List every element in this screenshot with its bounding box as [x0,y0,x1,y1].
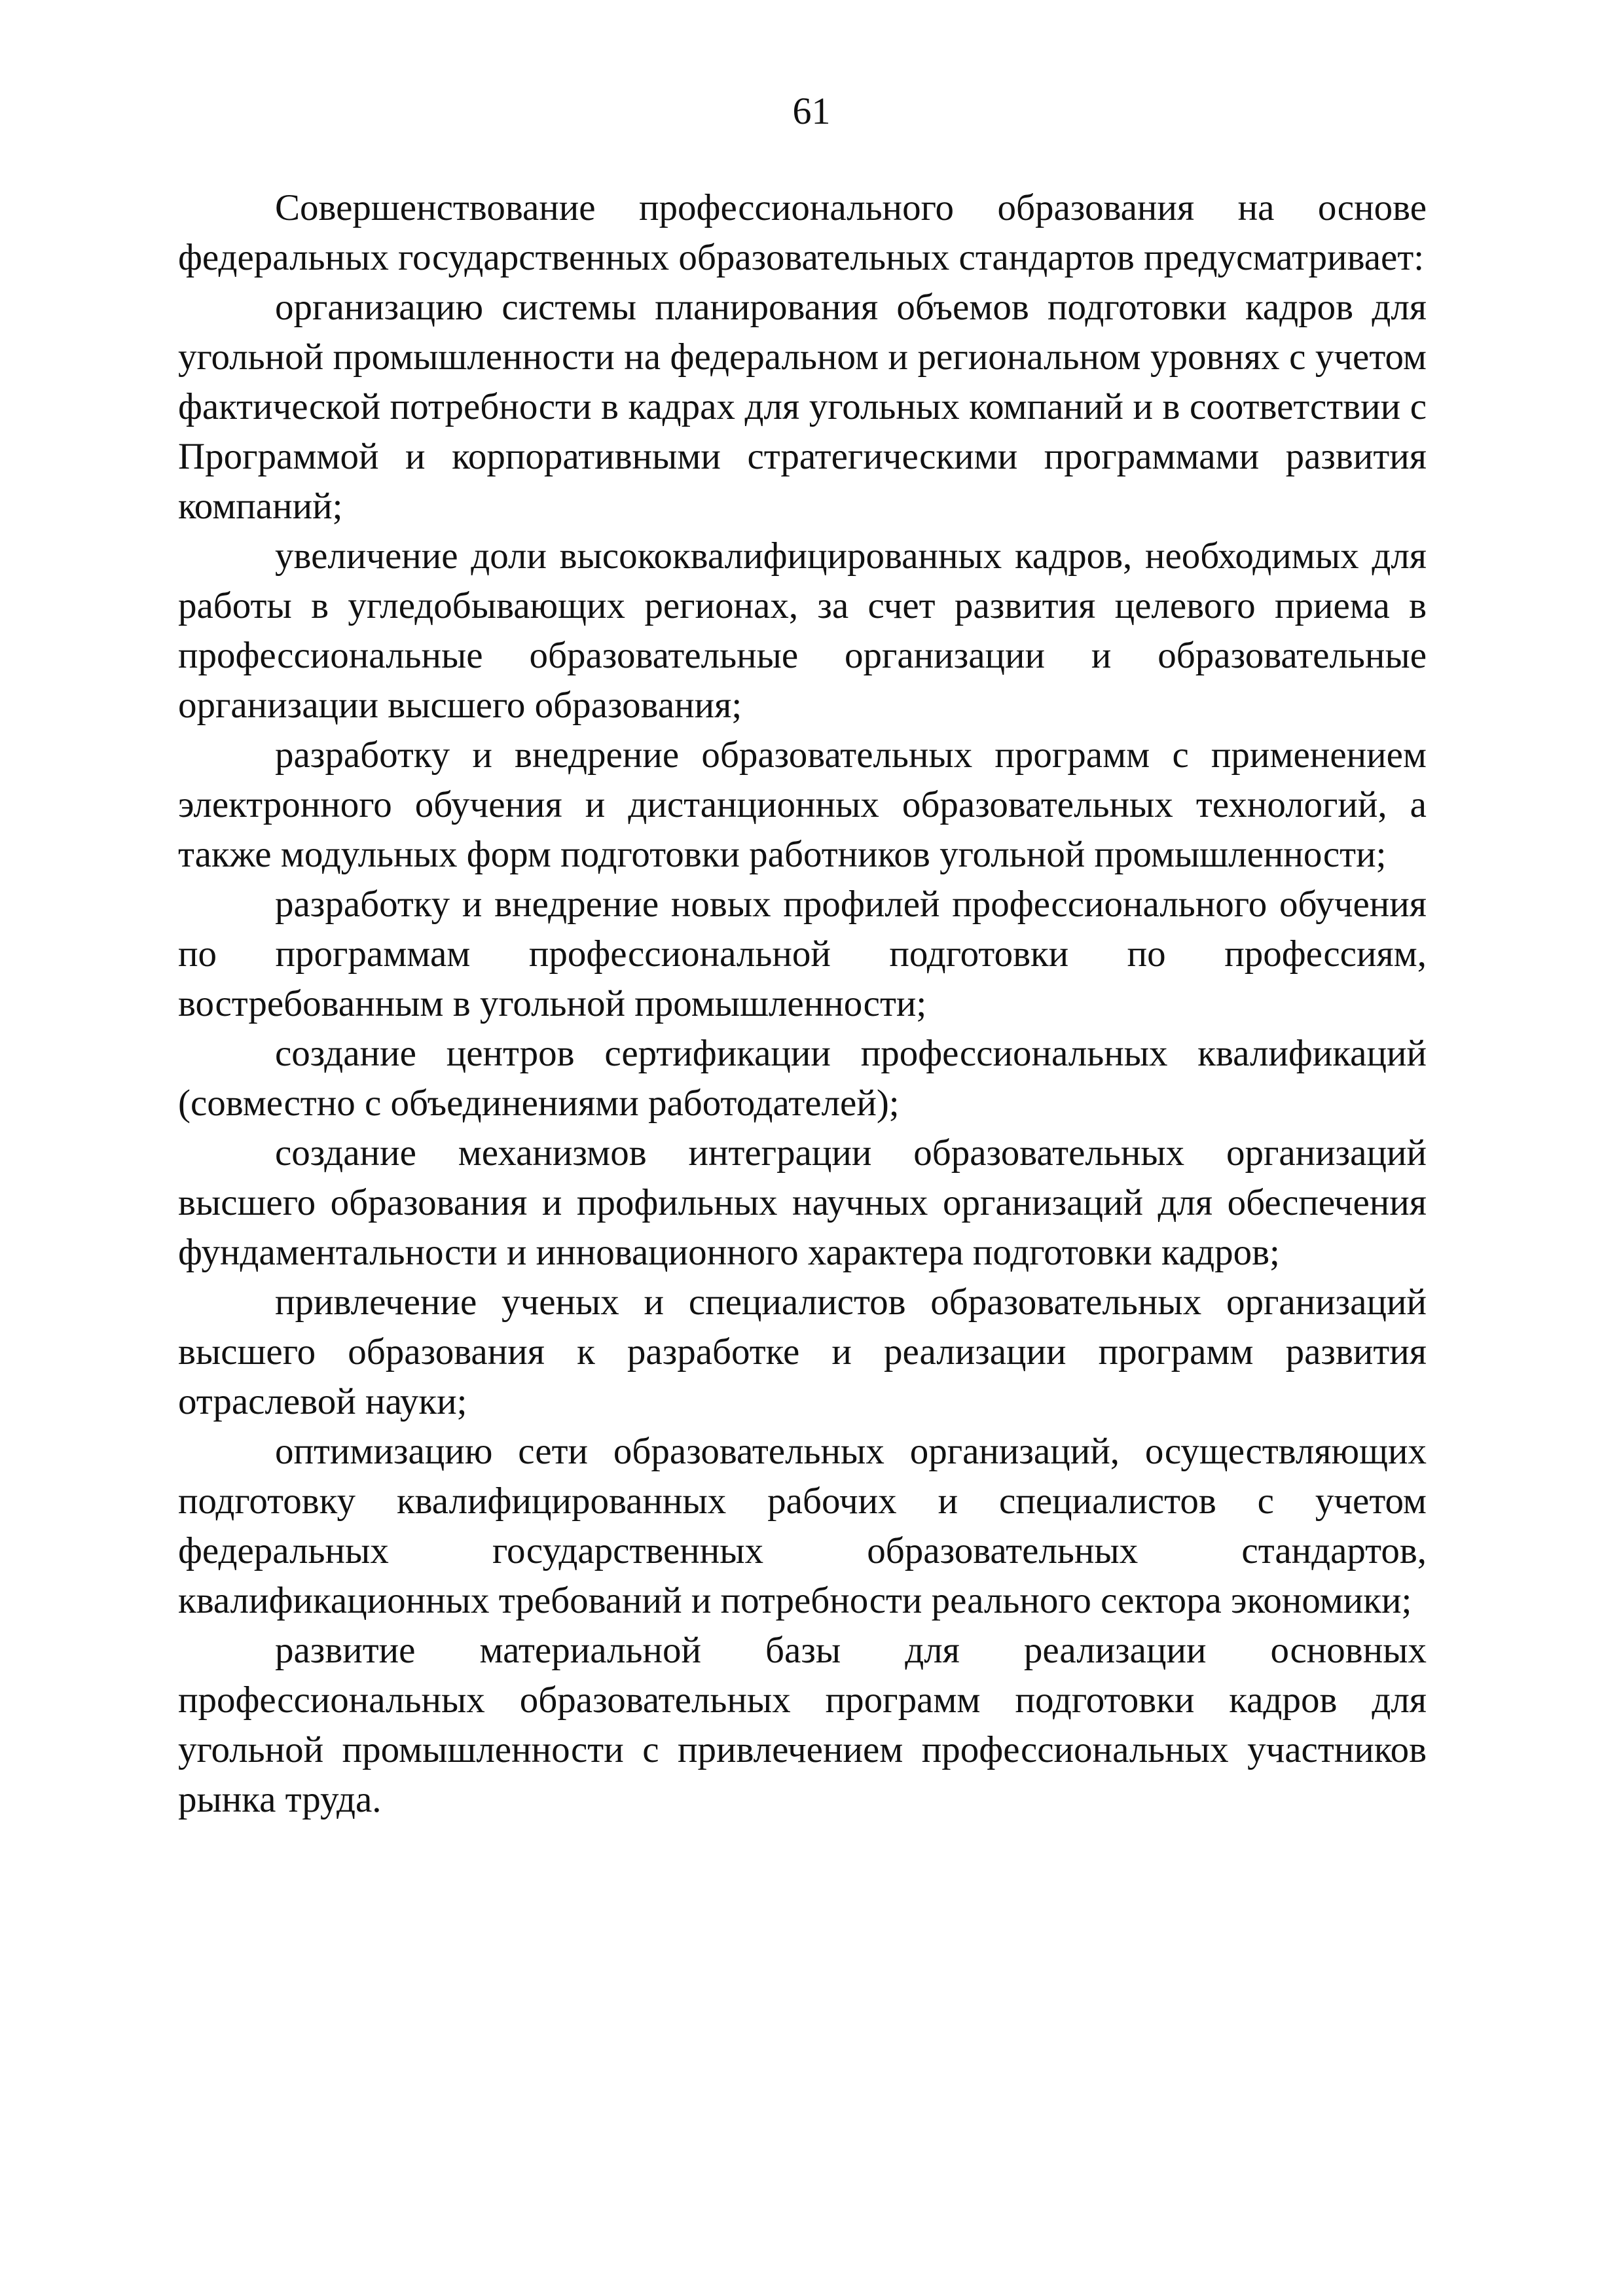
paragraph-qualified-personnel: увеличение доли высококвалифицированных кадров, необходимых для работы в угледобывающих регионах, за счет развития целевого приема в профессиональные образовательные организации и образовательные организации высшего образования; [178,535,1427,726]
page-number: 61 [792,90,831,132]
paragraph-scientists-involvement: привлечение ученых и специалистов образовательных организаций высшего образования к разработке и реализации программ развития отраслевой науки; [178,1282,1427,1422]
paragraph-new-training-profiles: разработку и внедрение новых профилей профессионального обучения по программам профессиональной подготовки по профессиям, востребованным в угольной промышленности; [178,884,1427,1024]
paragraph-material-base: развитие материальной базы для реализации основных профессиональных образовательных программ подготовки кадров для угольной промышленности с привлечением профессиональных участников рынка труда. [178,1630,1427,1820]
paragraph-planning-system: организацию системы планирования объемов подготовки кадров для угольной промышленности на федеральном и региональном уровнях с учетом фактической потребности в кадрах для угольных компаний и в соответствии с Программой и корпоративными стратегическими программами развития компаний; [178,287,1427,527]
paragraph-intro: Совершенствование профессионального образования на основе федеральных государственных образовательных стандартов предусматривает: [178,187,1427,278]
paragraph-network-optimization: оптимизацию сети образовательных организаций, осуществляющих подготовку квалифицированных рабочих и специалистов с учетом федеральных государственных образовательных стандартов, квалификационных требований и потребности реального сектора экономики; [178,1431,1427,1621]
paragraph-certification-centers: создание центров сертификации профессиональных квалификаций (совместно с объединениями работодателей); [178,1033,1427,1124]
document-body [178,183,1427,1825]
paragraph-e-learning-programs: разработку и внедрение образовательных программ с применением электронного обучения и дистанционных образовательных технологий, а также модульных форм подготовки работников угольной промышленности; [178,734,1427,875]
paragraph-integration-mechanisms: создание механизмов интеграции образовательных организаций высшего образования и профильных научных организаций для обеспечения фундаментальности и инновационного характера подготовки кадров; [178,1132,1427,1273]
